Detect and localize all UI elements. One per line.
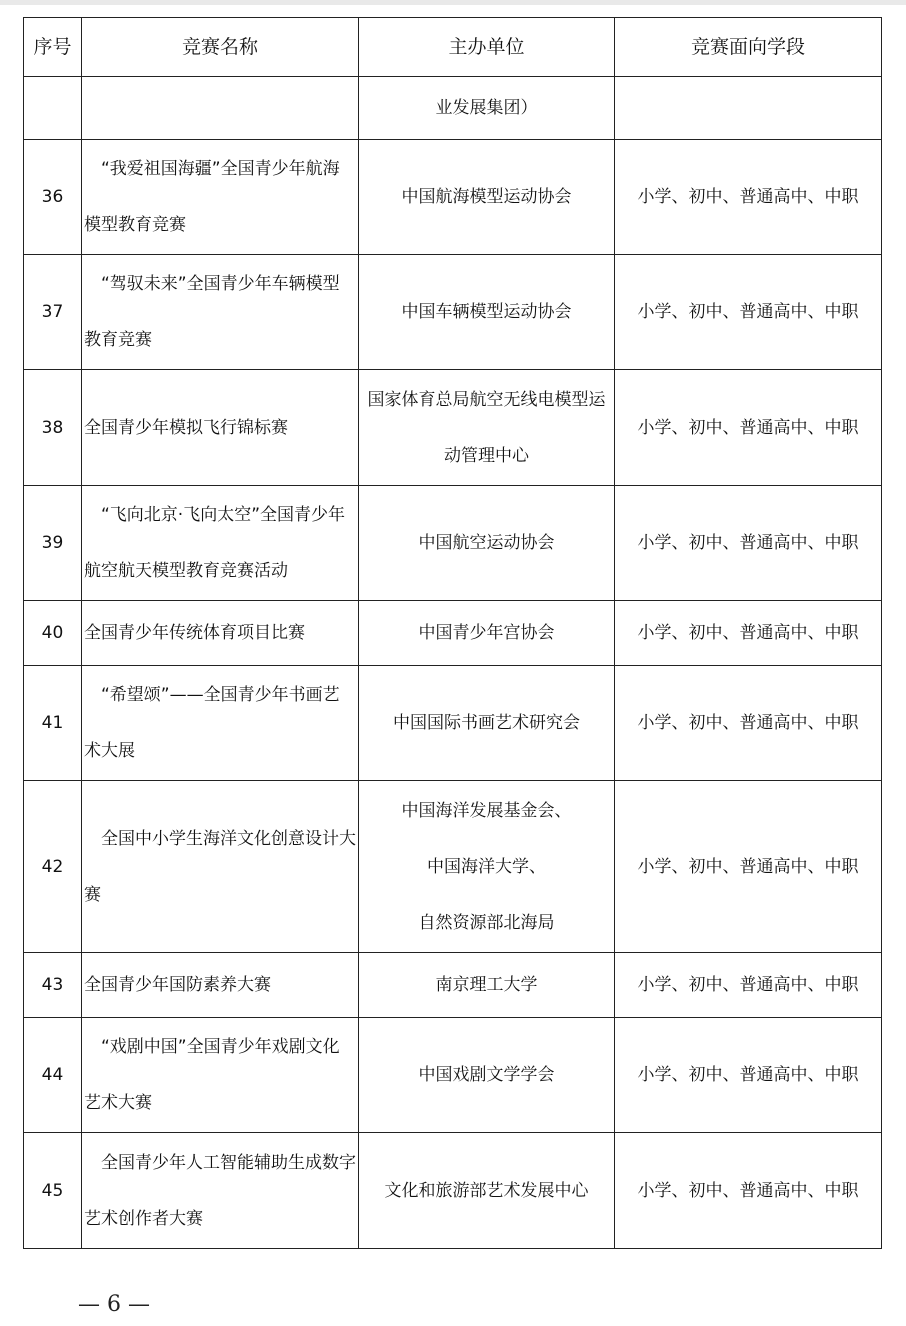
cell-organizer — [359, 1133, 615, 1249]
organizer-line: 中国航空运动协会 — [418, 533, 555, 553]
cell-competition-name — [82, 370, 359, 486]
competition-name-line: 术大展 — [84, 741, 135, 761]
organizer-line: 国家体育总局航空无线电模型运 — [367, 389, 606, 410]
organizer-line: 中国国际书画艺术研究会 — [393, 713, 580, 733]
competition-name-line: 全国青少年国防素养大赛 — [84, 975, 271, 995]
competition-name-line: 教育竞赛 — [84, 330, 152, 350]
organizer-line: 中国戏剧文学学会 — [418, 1065, 555, 1085]
cell-school-stage: 小学、初中、普通高中、中职 — [615, 781, 882, 953]
organizer-line: 业发展集团） — [435, 98, 538, 118]
cell-school-stage: 小学、初中、普通高中、中职 — [615, 1133, 882, 1249]
cell-serial-number: 40 — [24, 601, 82, 666]
organizer-line: 中国海洋大学、 — [427, 856, 546, 877]
cell-organizer — [359, 486, 615, 601]
table-row — [24, 781, 882, 953]
cell-serial-number: 43 — [24, 953, 82, 1018]
cell-organizer — [359, 1018, 615, 1133]
competition-name-line: 艺术大赛 — [84, 1093, 152, 1113]
cell-competition-name — [82, 140, 359, 255]
competition-name-line: 全国青少年模拟飞行锦标赛 — [84, 417, 288, 438]
cell-organizer — [359, 255, 615, 370]
competition-name-line: 全国青少年传统体育项目比赛 — [84, 623, 305, 643]
header-school-stage: 竞赛面向学段 — [615, 18, 882, 77]
organizer-line: 南京理工大学 — [435, 975, 538, 995]
cell-serial-number — [24, 77, 82, 140]
cell-organizer — [359, 781, 615, 953]
cell-serial-number: 45 — [24, 1133, 82, 1249]
competition-name-line: 全国中小学生海洋文化创意设计大 — [101, 828, 356, 849]
organizer-line: 文化和旅游部艺术发展中心 — [384, 1180, 589, 1201]
table-row — [24, 140, 882, 255]
header-serial-number: 序号 — [24, 18, 82, 77]
competition-name-line: 艺术创作者大赛 — [84, 1208, 203, 1229]
cell-school-stage: 小学、初中、普通高中、中职 — [615, 953, 882, 1018]
organizer-line: 中国航海模型运动协会 — [401, 187, 572, 207]
table-row — [24, 601, 882, 666]
cell-competition-name — [82, 781, 359, 953]
cell-school-stage: 小学、初中、普通高中、中职 — [615, 140, 882, 255]
organizer-line: 中国车辆模型运动协会 — [401, 302, 572, 322]
cell-competition-name — [82, 601, 359, 666]
cell-organizer — [359, 953, 615, 1018]
cell-organizer — [359, 370, 615, 486]
table-row — [24, 1133, 882, 1249]
cell-serial-number: 44 — [24, 1018, 82, 1133]
competition-name-line: “飞向北京·飞向太空”全国青少年 — [101, 505, 346, 525]
cell-organizer — [359, 666, 615, 781]
table-header-row — [24, 18, 882, 77]
cell-competition-name — [82, 255, 359, 370]
cell-serial-number: 38 — [24, 370, 82, 486]
cell-competition-name — [82, 1133, 359, 1249]
cell-school-stage: 小学、初中、普通高中、中职 — [615, 601, 882, 666]
competition-name-line: 赛 — [84, 884, 101, 905]
cell-school-stage: 小学、初中、普通高中、中职 — [615, 370, 882, 486]
organizer-line: 中国青少年宫协会 — [418, 623, 555, 643]
header-competition-name: 竞赛名称 — [82, 18, 359, 77]
top-edge — [0, 0, 906, 5]
competition-name-line: “希望颂”——全国青少年书画艺 — [101, 685, 340, 705]
cell-competition-name — [82, 77, 359, 140]
competition-table — [23, 17, 882, 1249]
organizer-line: 中国海洋发展基金会、 — [401, 800, 572, 821]
organizer-line: 动管理中心 — [444, 445, 529, 466]
cell-competition-name — [82, 666, 359, 781]
cell-organizer — [359, 77, 615, 140]
cell-serial-number: 36 — [24, 140, 82, 255]
cell-school-stage: 小学、初中、普通高中、中职 — [615, 255, 882, 370]
table-row — [24, 486, 882, 601]
cell-school-stage: 小学、初中、普通高中、中职 — [615, 666, 882, 781]
cell-competition-name — [82, 486, 359, 601]
cell-serial-number: 42 — [24, 781, 82, 953]
table-row-continuation — [24, 77, 882, 140]
page-number: — 6 — — [78, 1292, 150, 1317]
cell-serial-number: 37 — [24, 255, 82, 370]
table-row — [24, 370, 882, 486]
competition-name-line: 航空航天模型教育竞赛活动 — [84, 561, 288, 581]
cell-organizer — [359, 601, 615, 666]
cell-school-stage: 小学、初中、普通高中、中职 — [615, 1018, 882, 1133]
cell-organizer — [359, 140, 615, 255]
cell-school-stage — [615, 77, 882, 140]
table-row — [24, 1018, 882, 1133]
competition-name-line: “我爱祖国海疆”全国青少年航海 — [101, 159, 340, 179]
cell-competition-name — [82, 1018, 359, 1133]
table-row — [24, 666, 882, 781]
organizer-line: 自然资源部北海局 — [418, 912, 555, 933]
cell-competition-name — [82, 953, 359, 1018]
competition-name-line: 全国青少年人工智能辅助生成数字 — [101, 1152, 356, 1173]
header-organizer: 主办单位 — [359, 18, 615, 77]
table-row — [24, 255, 882, 370]
cell-serial-number: 41 — [24, 666, 82, 781]
competition-name-line: 模型教育竞赛 — [84, 215, 186, 235]
cell-serial-number: 39 — [24, 486, 82, 601]
competition-name-line: “戏剧中国”全国青少年戏剧文化 — [101, 1037, 340, 1057]
cell-school-stage: 小学、初中、普通高中、中职 — [615, 486, 882, 601]
table-row — [24, 953, 882, 1018]
competition-name-line: “驾驭未来”全国青少年车辆模型 — [101, 274, 340, 294]
